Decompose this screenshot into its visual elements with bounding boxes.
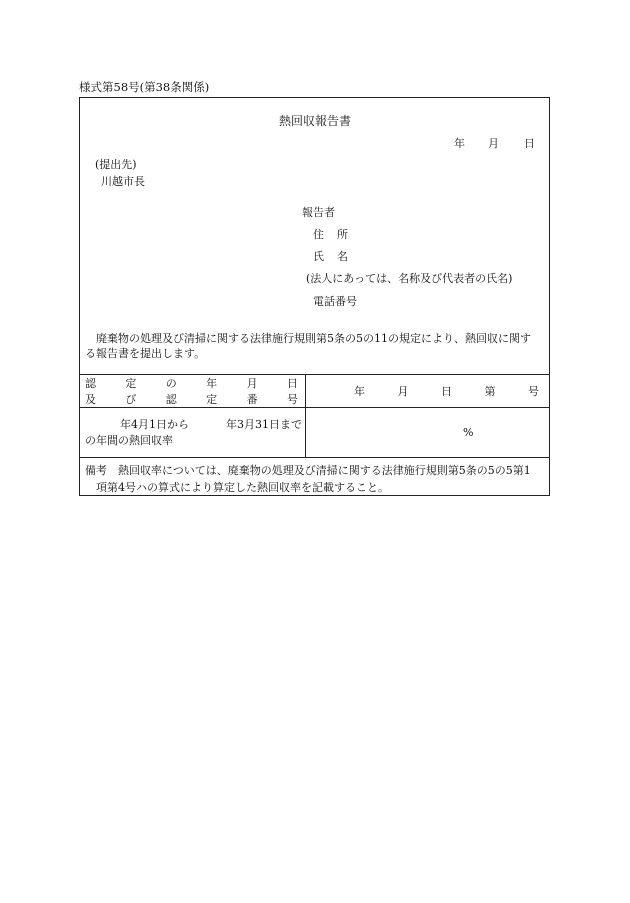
cert-value-part: 月 [397, 385, 409, 398]
cert-label-char: 認 [85, 377, 96, 390]
cert-label-char: 号 [286, 393, 298, 406]
cert-value-part: 日 [441, 385, 452, 398]
rate-unit: % [463, 426, 474, 439]
address-label: 住 所 [313, 228, 349, 241]
cert-label-char: 認 [165, 393, 177, 406]
cert-label-char: 日 [286, 377, 298, 390]
cert-label-char: 及 [85, 393, 96, 406]
cert-label-line-2 [85, 394, 298, 405]
cert-value-part: 年 [354, 385, 365, 398]
cert-value-part: 号 [528, 385, 539, 398]
cert-label-char: 月 [246, 377, 258, 390]
cert-label-char: 定 [206, 393, 218, 406]
period-label: の年間の熱回収率 [85, 434, 173, 447]
table-row-rule [79, 407, 550, 408]
cert-value-part: 第 [484, 385, 496, 398]
name-label: 氏 名 [313, 250, 349, 263]
cert-label-char: 年 [206, 377, 218, 390]
corporate-note: (法人にあっては、名称及び代表者の氏名) [306, 272, 513, 285]
recipient-label: (提出先) [95, 158, 137, 171]
body-text-line-2: る報告書を提出します。 [85, 347, 206, 360]
date-month: 月 [488, 137, 499, 150]
period-start: 年4月1日から [120, 418, 189, 431]
table-bottom-rule [79, 457, 550, 458]
date-day: 日 [524, 137, 535, 150]
remarks-line-1: 備考 熱回収率については、廃棄物の処理及び清掃に関する法律施行規則第5条の5の5第1 [85, 464, 531, 477]
body-text-line-1: 廃棄物の処理及び清掃に関する法律施行規則第5条の5の11の規定により、熱回収に関す [96, 332, 531, 345]
phone-label: 電話番号 [313, 295, 357, 308]
cert-label-char: 定 [125, 377, 137, 390]
cert-value [354, 386, 539, 397]
date-year: 年 [454, 137, 465, 150]
table-top-rule [79, 374, 550, 375]
period-end: 年3月31日まで [226, 418, 302, 431]
recipient-value: 川越市長 [101, 175, 145, 188]
reporter-label: 報告者 [302, 206, 335, 219]
form-number: 様式第58号(第38条関係) [79, 80, 210, 94]
cert-label-char: び [125, 393, 137, 406]
table-column-rule [305, 374, 306, 457]
cert-label-char: の [165, 377, 177, 390]
cert-label-char: 番 [246, 393, 258, 406]
document-title: 熱回収報告書 [279, 114, 352, 128]
remarks-line-2: 項第4号ハの算式により算定した熱回収率を記載すること。 [96, 481, 389, 494]
cert-label-line-1 [85, 378, 298, 389]
